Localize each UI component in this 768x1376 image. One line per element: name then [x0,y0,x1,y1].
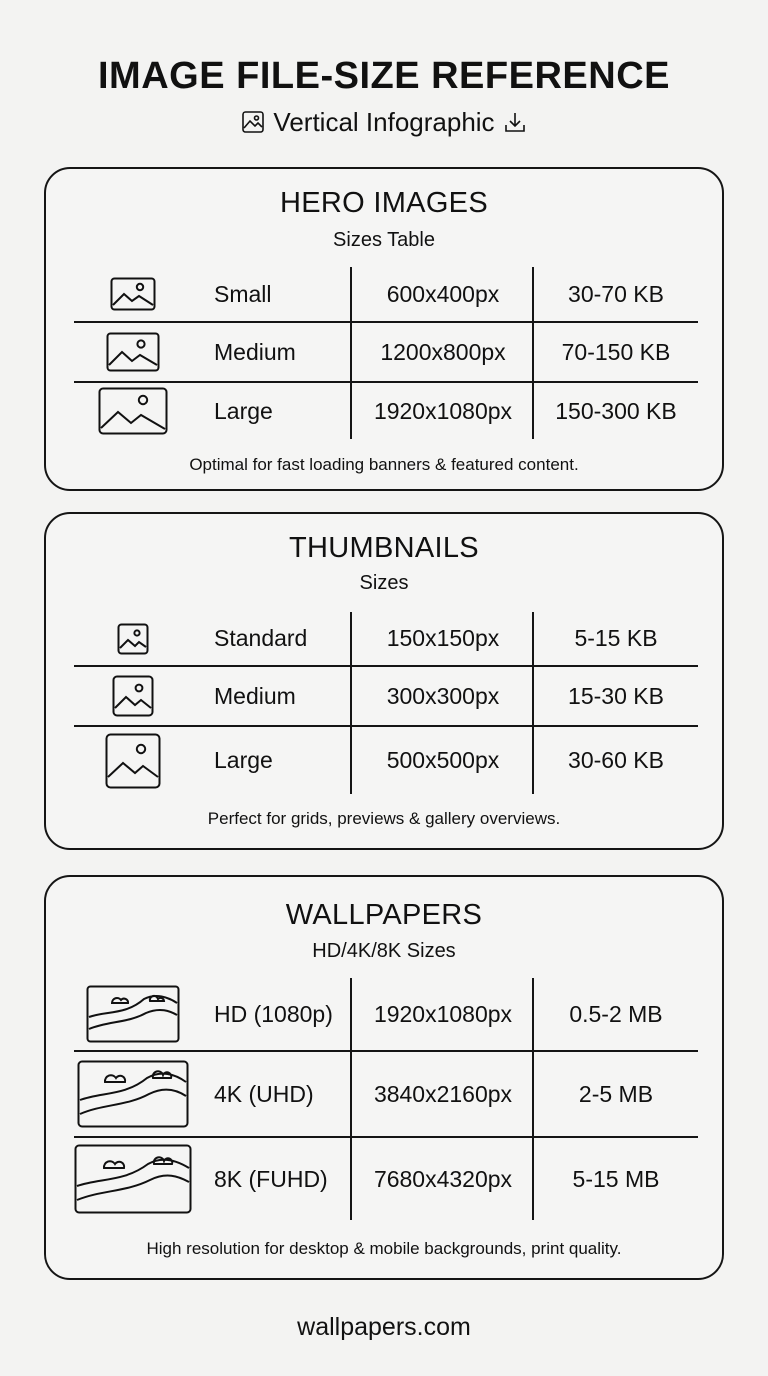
image-icon [110,277,156,311]
row-dimensions: 1920x1080px [373,1000,513,1027]
landscape-icon [86,985,180,1043]
section-thumbnails [44,512,724,850]
row-label: Small [214,280,272,307]
section-title: HERO IMAGES [280,187,488,219]
subtitle-text: Vertical Infographic [273,107,495,137]
landscape-icon [77,1060,189,1128]
row-dimensions: 150x150px [386,625,500,651]
row-label: Medium [214,682,296,709]
image-icon [98,387,168,435]
row-label: Large [214,747,273,773]
row-label: Medium [214,338,296,365]
row-label: 8K (FUHD) [214,1165,328,1192]
row-label: Standard [214,625,308,651]
column-divider [532,612,534,794]
page-subtitle [0,104,768,140]
row-dimensions: 7680x4320px [373,1165,513,1192]
table-row [74,978,698,1050]
column-divider [532,267,534,439]
table-row [74,323,698,381]
table-row [74,727,698,794]
page-title: IMAGE FILE-SIZE REFERENCE [98,55,670,97]
row-size: 30-70 KB [568,280,664,307]
image-icon [106,332,160,372]
table-row [74,612,698,665]
row-dimensions: 1200x800px [380,338,506,365]
row-dimensions: 1920x1080px [373,397,513,424]
row-size: 30-60 KB [568,747,664,773]
sizes-table [74,978,698,1220]
image-icon [105,733,161,789]
row-size: 15-30 KB [568,682,664,709]
row-dimensions: 300x300px [386,682,500,709]
section-hero-images [44,167,724,491]
section-note: Optimal for fast loading banners & featured content. [189,455,579,474]
landscape-icon [74,1144,192,1214]
row-size: 5-15 MB [572,1165,660,1192]
row-label: HD (1080p) [214,1000,333,1027]
image-icon [117,623,149,655]
section-note: High resolution for desktop & mobile backgrounds, print quality. [146,1239,622,1258]
row-label: Large [214,397,273,424]
column-divider [350,978,352,1220]
row-size: 5-15 KB [574,625,658,651]
table-row [74,267,698,321]
table-row [74,383,698,439]
column-divider [350,267,352,439]
image-icon [112,675,154,717]
row-size: 0.5-2 MB [569,1000,663,1027]
row-dimensions: 600x400px [386,280,500,307]
section-title: THUMBNAILS [289,532,479,564]
row-dimensions: 500x500px [386,747,500,773]
table-row [74,1052,698,1136]
section-subtitle: Sizes [359,572,409,594]
footer-site: wallpapers.com [297,1313,471,1341]
section-note: Perfect for grids, previews & gallery overviews. [207,809,561,828]
sizes-table [74,612,698,794]
row-size: 70-150 KB [561,338,671,365]
image-icon [241,110,265,134]
section-title: WALLPAPERS [285,899,483,931]
row-size: 150-300 KB [555,397,677,424]
column-divider [350,612,352,794]
row-dimensions: 3840x2160px [373,1080,513,1107]
download-icon [503,110,527,134]
row-size: 2-5 MB [578,1080,654,1107]
section-wallpapers [44,875,724,1280]
section-subtitle: Sizes Table [333,229,435,251]
table-row [74,667,698,725]
row-label: 4K (UHD) [214,1080,314,1107]
column-divider [532,978,534,1220]
table-row [74,1138,698,1220]
section-subtitle: HD/4K/8K Sizes [312,940,456,962]
sizes-table [74,267,698,439]
